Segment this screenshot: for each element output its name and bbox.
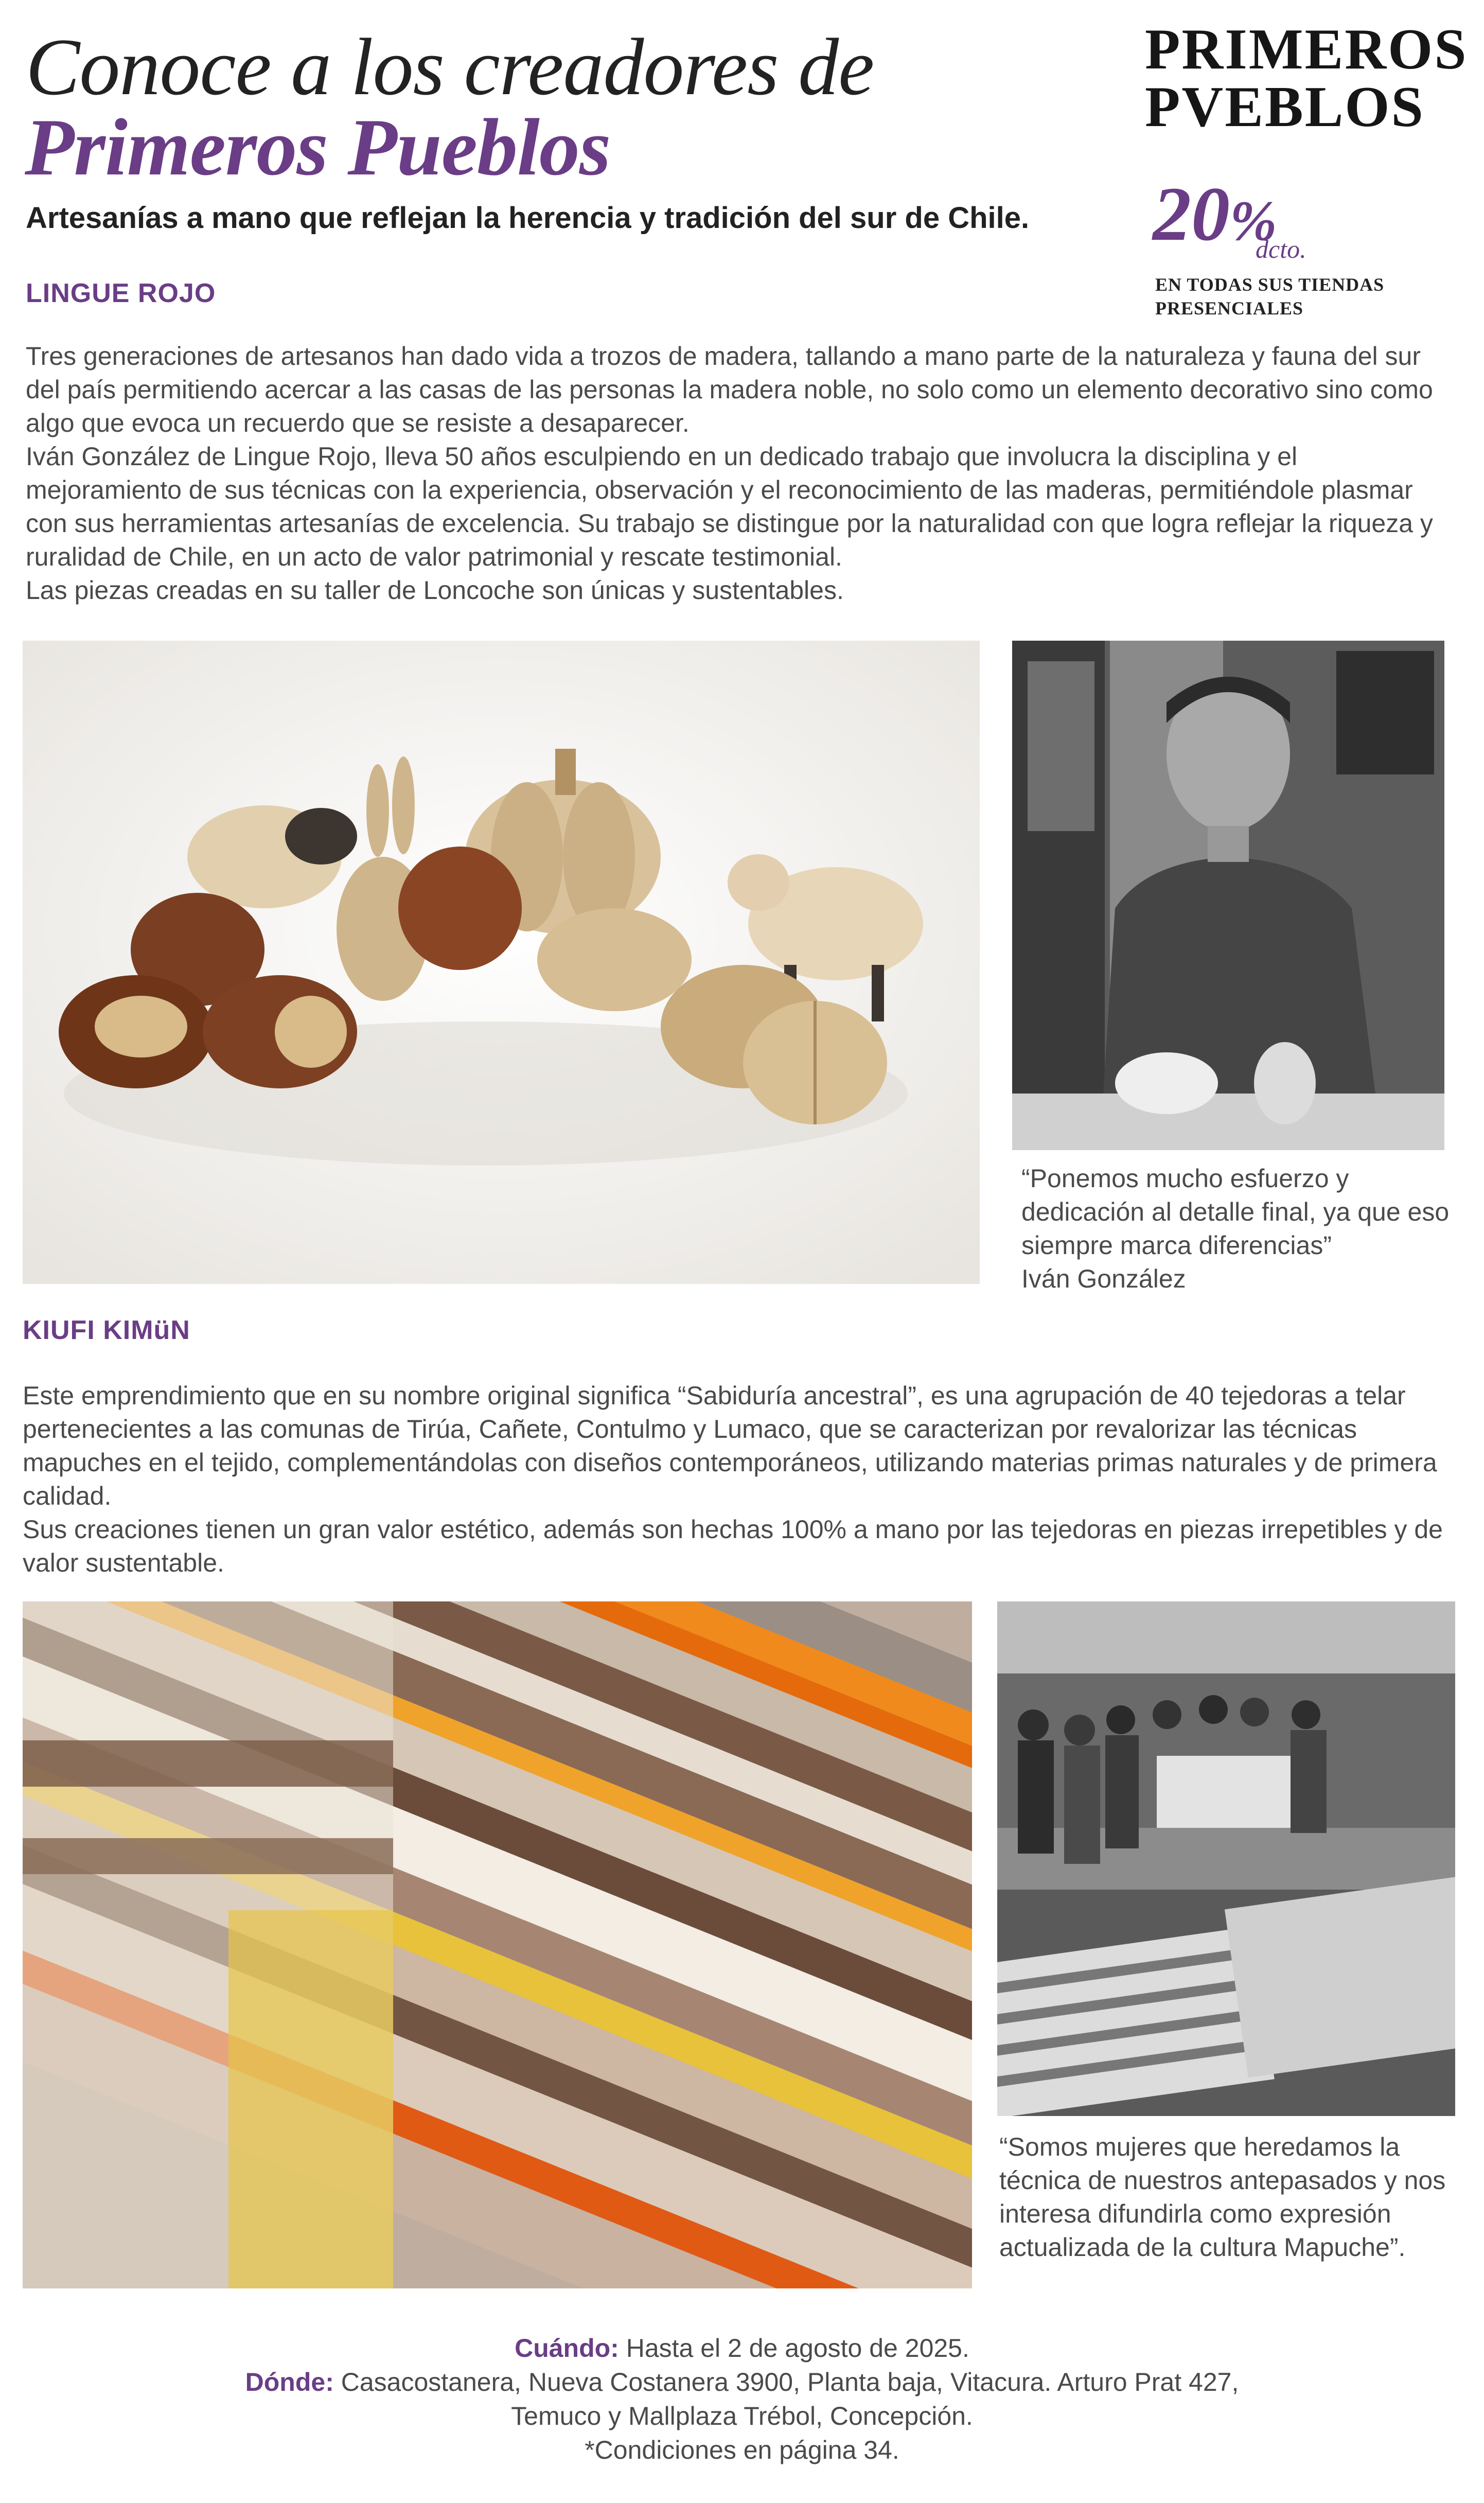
section2-body: [23, 1379, 1453, 1580]
section1-quote-text: “Ponemos mucho esfuerzo y dedicación al detalle final, ya que eso siempre marca diferencias”: [1021, 1164, 1450, 1260]
section1-paragraph: Las piezas creadas en su taller de Loncoche son únicas y sustentables.: [26, 576, 844, 605]
section-heading-kiufi-kimun: KIUFI KIMüN: [23, 1315, 190, 1345]
section1-quote-author: Iván González: [1021, 1264, 1186, 1293]
section1-paragraph: Iván González de Lingue Rojo, lleva 50 años esculpiendo en un dedicado trabajo que involucra la disciplina y el mejoramiento de sus técnicas con la experiencia, observación y el reconocimiento de las maderas, permitiéndole plasmar con sus herramientas artesanías de excelencia. Su trabajo se distingue por la naturalidad con que logra reflejar la riqueza y ruralidad de Chile, en un acto de valor patrimonial y rescate testimonial.: [26, 442, 1433, 571]
where-text-line2: Temuco y Mallplaza Trébol, Concepción.: [511, 2402, 973, 2430]
logo-line1: PRIMEROS: [1145, 17, 1468, 81]
page-title-line1: Conoce a los creadores de: [26, 22, 874, 112]
section2-paragraph: Este emprendimiento que en su nombre original significa “Sabiduría ancestral”, es una agrupación de 40 tejedoras a telar pertenecientes a las comunas de Tirúa, Cañete, Contulmo y Lumaco, que se caracterizan por revalorizar las técnicas mapuches en el tejido, complementándolas con diseños contemporáneos, utilizando materias primas naturales y de primera calidad.: [23, 1381, 1437, 1510]
section-heading-lingue-rojo: LINGUE ROJO: [26, 278, 216, 308]
section1-paragraph: Tres generaciones de artesanos han dado vida a trozos de madera, tallando a mano parte de la naturaleza y fauna del sur del país permitiendo acercar a las casas de las personas la madera noble, no solo como un elemento decorativo sino como algo que evoca un recuerdo que se resiste a desaparecer.: [26, 342, 1433, 437]
weavers-group-illustration: [997, 1601, 1455, 2116]
conditions-note: *Condiciones en página 34.: [585, 2436, 899, 2464]
where-label: Dónde:: [245, 2368, 334, 2396]
where-text-line1: Casacostanera, Nueva Costanera 3900, Planta baja, Vitacura. Arturo Prat 427,: [333, 2368, 1239, 2396]
wood-carvings-illustration: [23, 641, 980, 1284]
section1-body: [26, 340, 1451, 607]
artisan-portrait-illustration: [1012, 641, 1444, 1150]
section2-paragraph: Sus creaciones tienen un gran valor estético, además son hechas 100% a mano por las tejedoras en piezas irrepetibles y de valor sustentable.: [23, 1515, 1443, 1577]
page-subtitle: Artesanías a mano que reflejan la herencia y tradición del sur de Chile.: [26, 201, 1030, 235]
discount-percent-sign: %: [1230, 189, 1277, 252]
brand-logo: [1145, 17, 1468, 139]
wood-carvings-photo: [23, 641, 980, 1284]
discount-note-line2: PRESENCIALES: [1155, 298, 1304, 319]
section2-quote: “Somos mujeres que heredamos la técnica de nuestros antepasados y nos interesa difundirla como expresión actualizada de la cultura Mapuche”.: [999, 2132, 1446, 2262]
discount-label: dcto.: [1256, 235, 1306, 263]
event-when: [0, 2331, 1484, 2365]
discount-note: [1155, 273, 1412, 320]
textiles-illustration: [23, 1601, 972, 2288]
weavers-group-photo: [997, 1601, 1455, 2116]
discount-note-line1: EN TODAS SUS TIENDAS: [1155, 274, 1385, 295]
artisan-portrait-photo: [1012, 641, 1444, 1150]
page-title-line2: Primeros Pueblos: [25, 102, 611, 192]
event-where: [0, 2365, 1484, 2399]
logo-line2: PVEBLOS: [1145, 75, 1425, 139]
when-text: Hasta el 2 de agosto de 2025.: [619, 2334, 969, 2363]
when-label: Cuándo:: [515, 2334, 619, 2363]
discount-number: 20: [1153, 171, 1230, 257]
event-info: [0, 2331, 1484, 2467]
textiles-photo: [23, 1601, 972, 2288]
section1-quote: [1021, 1162, 1454, 1296]
